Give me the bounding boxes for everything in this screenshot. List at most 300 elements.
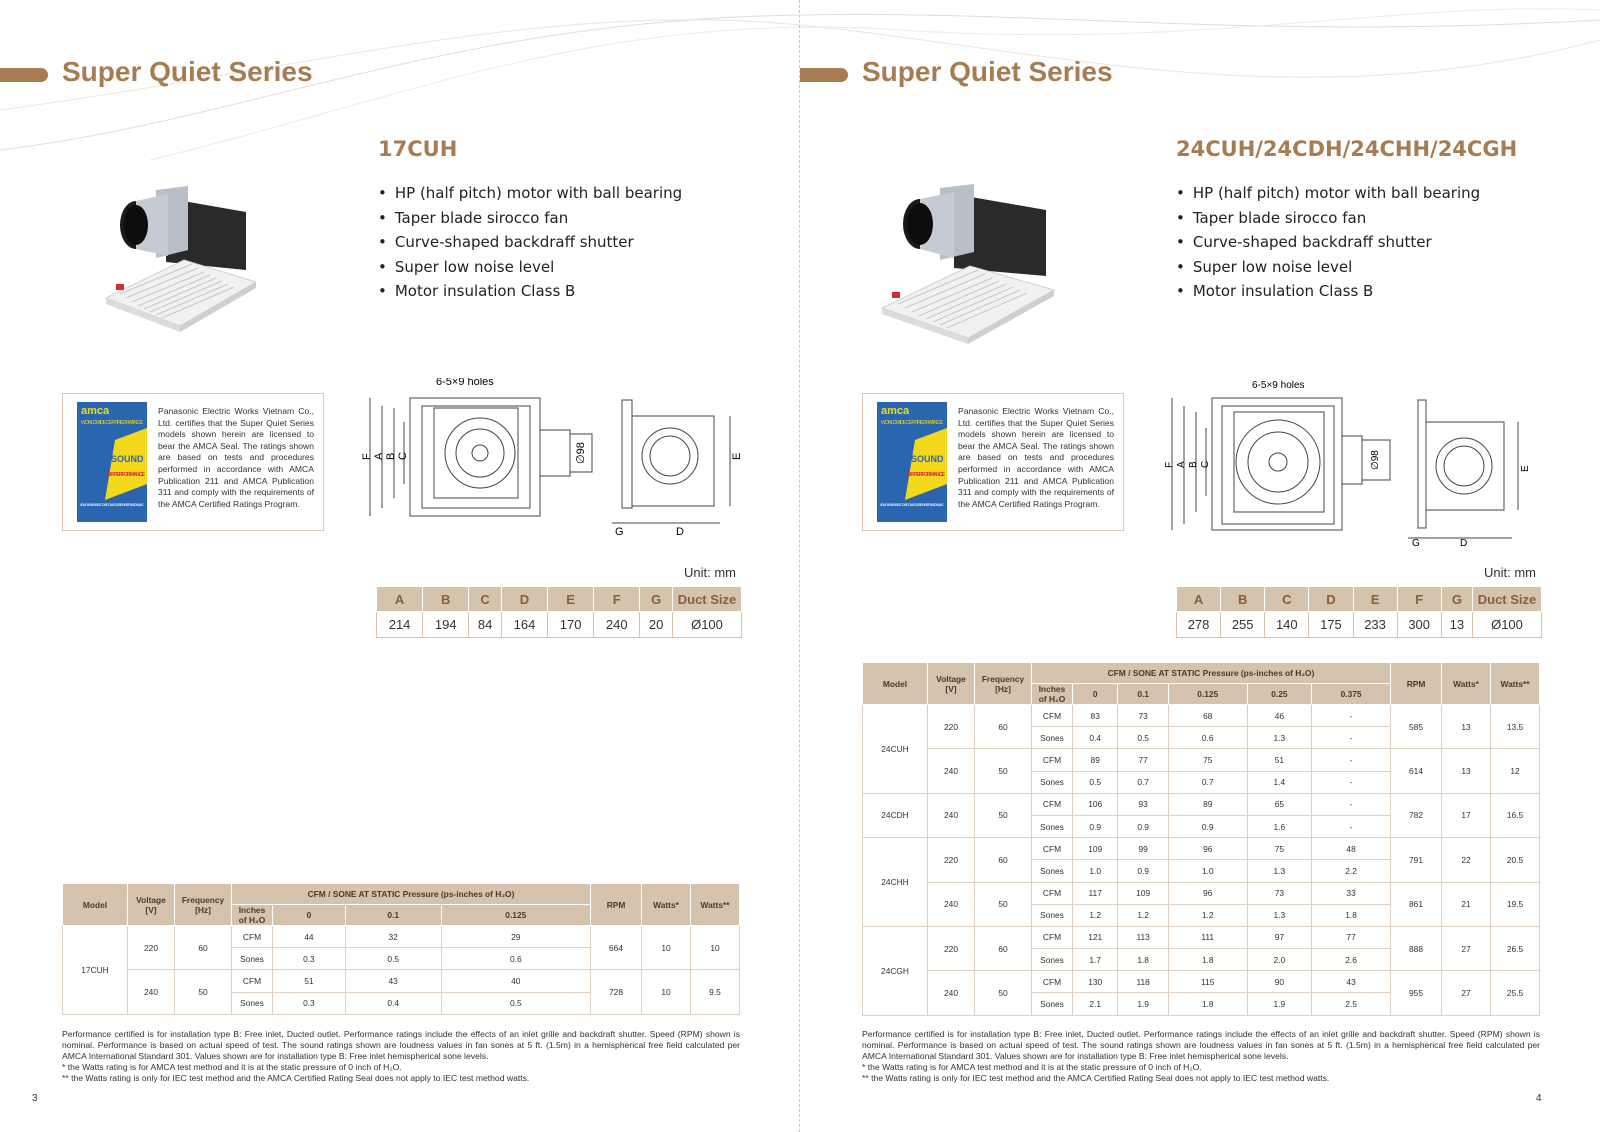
perf-sones-value: 0.9 (1073, 815, 1118, 837)
dim-header: Duct Size (673, 587, 742, 612)
dim-header: D (1309, 587, 1353, 612)
footnote-paragraph: Performance certified is for installation type B: Free inlet, Ducted outlet. Performance ratings include the effects of an inlet grille and backdraft shutter. Speed (RPM) shown is nominal. Performance is based on actual speed of test. The sound ratings shown are loudness values in fan sones at 5 ft. (1.5m) in a hemispherical free field calculated per AMCA International Standard 301. Values shown are for installation type B: Free inlet hemispherical sone levels. (862, 1029, 1540, 1061)
dim-letter-b: B (1188, 461, 1199, 468)
perf-watts-amca: 13 (1442, 705, 1491, 749)
perf-cfm-value: 32 (345, 926, 441, 948)
amca-seal-line5: AIR MOVEMENT AND CONTROL ASSOCIATION INTERNATIONAL, INC. (880, 503, 944, 507)
perf-header-row (63, 884, 740, 905)
dim-header: B (423, 587, 469, 612)
amca-certification-text: Panasonic Electric Works Vietnam Co., Ltd. certifies that the Super Quiet Series models shown herein are licensed to bear the AMCA Seal. The ratings shown are based on tests and procedures performed in accordance with AMCA Publication 211 and AMCA Publication 311 and comply with the requirements of the AMCA Certified Ratings Program. (158, 406, 314, 509)
perf-sones-value: 0.7 (1118, 771, 1168, 793)
dim-value: 278 (1177, 612, 1221, 638)
perf-cfm-value: 106 (1073, 793, 1118, 815)
dim-value: 164 (501, 612, 547, 638)
perf-label-cfm: CFM (1032, 926, 1073, 948)
dim-letter-c: C (1200, 460, 1211, 468)
perf-frequency: 50 (975, 882, 1032, 926)
perf-frequency: 60 (975, 926, 1032, 970)
perf-sones-value: 1.8 (1168, 949, 1247, 971)
performance-table (62, 883, 740, 1015)
perf-voltage: 240 (928, 793, 975, 837)
perf-sones-value: 1.8 (1168, 993, 1247, 1015)
perf-voltage: 240 (928, 749, 975, 793)
perf-sones-value: 0.3 (273, 992, 346, 1014)
perf-header-voltage (128, 884, 175, 926)
dim-value: 84 (469, 612, 502, 638)
feature-item: • Taper blade sirocco fan (378, 206, 682, 231)
perf-label-cfm: CFM (1032, 705, 1073, 727)
perf-header-frequency-unit: [Hz] (195, 904, 211, 915)
perf-cfm-value: 77 (1312, 926, 1391, 948)
amca-seal-line2: WORLDWIDE CERTIFIED RATINGS (81, 420, 143, 426)
perf-sones-value: 1.7 (1073, 949, 1118, 971)
dim-value: 300 (1397, 612, 1441, 638)
perf-sones-value: 0.9 (1168, 815, 1247, 837)
perf-row-cfm (863, 793, 1540, 815)
dim-letter-d: D (1460, 538, 1468, 548)
perf-cfm-value: 90 (1247, 971, 1312, 993)
perf-sones-value: 2.1 (1073, 993, 1118, 1015)
perf-model-name: 24CUH (863, 705, 928, 794)
dim-header: C (1265, 587, 1309, 612)
feature-item: • HP (half pitch) motor with ball bearing (378, 181, 682, 206)
perf-watts-iec: 13.5 (1491, 705, 1540, 749)
perf-frequency: 50 (175, 970, 232, 1014)
perf-sones-value: 2.5 (1312, 993, 1391, 1015)
dimension-value-row (1177, 612, 1542, 638)
perf-watts-iec: 9.5 (691, 970, 740, 1014)
perf-watts-amca: 10 (642, 926, 691, 970)
dim-letter-f: F (361, 453, 373, 460)
perf-cfm-value: 65 (1247, 793, 1312, 815)
feature-item: • Super low noise level (1176, 255, 1480, 280)
title-accent-bar (800, 68, 848, 82)
perf-header-voltage-label: Voltage (136, 894, 166, 905)
amca-seal-logo (877, 402, 947, 522)
perf-cfm-value: 130 (1073, 971, 1118, 993)
duct-diameter-label: ∅98 (575, 442, 587, 464)
perf-sones-value: 1.8 (1312, 904, 1391, 926)
dim-letter-e: E (731, 452, 743, 460)
perf-cfm-value: 121 (1073, 926, 1118, 948)
perf-cfm-value: 118 (1118, 971, 1168, 993)
perf-header-voltage (928, 663, 975, 705)
feature-item: • Motor insulation Class B (1176, 279, 1480, 304)
perf-cfm-value: 109 (1073, 838, 1118, 860)
perf-header-pressure: 0.1 (345, 905, 441, 926)
perf-cfm-value: - (1312, 749, 1391, 771)
dim-header: G (1441, 587, 1472, 612)
perf-sones-value: 2.2 (1312, 860, 1391, 882)
dim-header: B (1221, 587, 1265, 612)
perf-row-cfm (63, 970, 740, 992)
perf-header-frequency (975, 663, 1032, 705)
perf-sones-value: 2.6 (1312, 949, 1391, 971)
perf-header-pressure-group: CFM / SONE AT STATIC Pressure (ps-inches of H₂O) (232, 884, 591, 905)
perf-row-cfm (863, 971, 1540, 993)
perf-sones-value: 1.6 (1247, 815, 1312, 837)
perf-sones-value: - (1312, 771, 1391, 793)
perf-label-cfm: CFM (1032, 971, 1073, 993)
series-title: Super Quiet Series (62, 56, 313, 87)
perf-watts-amca: 13 (1442, 749, 1491, 793)
perf-label-sones: Sones (1032, 860, 1073, 882)
perf-sones-value: 0.3 (273, 948, 346, 970)
perf-row-cfm (863, 926, 1540, 948)
perf-label-sones: Sones (232, 992, 273, 1014)
dim-letter-c: C (397, 452, 409, 460)
dim-header: G (640, 587, 673, 612)
perf-label-cfm: CFM (1032, 838, 1073, 860)
perf-header-voltage-unit: [V] (145, 904, 157, 915)
dimension-header-row (1177, 587, 1542, 612)
perf-sones-value: 1.2 (1073, 904, 1118, 926)
perf-cfm-value: 73 (1118, 705, 1168, 727)
amca-seal-line4: AIR PERFORMANCE (907, 472, 945, 478)
feature-item: • Curve-shaped backdraff shutter (1176, 230, 1480, 255)
amca-seal-line2: WORLDWIDE CERTIFIED RATINGS (881, 420, 943, 426)
perf-sones-value: 1.2 (1118, 904, 1168, 926)
amca-seal-line5: AIR MOVEMENT AND CONTROL ASSOCIATION INTERNATIONAL, INC. (80, 503, 145, 507)
perf-sones-value: 0.6 (441, 948, 590, 970)
dim-letter-g: G (615, 526, 624, 538)
footnote-paragraph: Performance certified is for installation type B: Free inlet, Ducted outlet. Performance ratings include the effects of an inlet grille and backdraft shutter. Speed (RPM) shown is nominal. Performance is based on actual speed of test. The sound ratings shown are loudness values in fan sones at 5 ft. (1.5m) in a hemispherical free field calculated per AMCA International Standard 301. Values shown are for installation type B: Free inlet hemispherical sone levels. (62, 1029, 740, 1061)
ventilation-fan-image (874, 180, 1064, 350)
perf-voltage: 220 (128, 926, 175, 970)
perf-frequency: 60 (175, 926, 232, 970)
perf-header-pressure: 0 (1073, 684, 1118, 705)
perf-header-model: Model (863, 663, 928, 705)
perf-sones-value: 1.3 (1247, 860, 1312, 882)
perf-model-name: 24CGH (863, 926, 928, 1015)
perf-label-cfm: CFM (232, 926, 273, 948)
perf-header-model: Model (63, 884, 128, 926)
perf-watts-amca: 27 (1442, 971, 1491, 1015)
perf-rpm: 861 (1391, 882, 1442, 926)
perf-cfm-value: 113 (1118, 926, 1168, 948)
perf-voltage: 240 (928, 971, 975, 1015)
perf-label-cfm: CFM (1032, 882, 1073, 904)
perf-cfm-value: 33 (1312, 882, 1391, 904)
ventilation-fan-image (96, 180, 266, 340)
perf-label-cfm: CFM (232, 970, 273, 992)
dim-header: E (548, 587, 594, 612)
perf-cfm-value: 46 (1247, 705, 1312, 727)
footnote-watts-amca: * the Watts rating is for AMCA test method and it is at the static pressure of 0 inch of H₂O. (862, 1062, 1202, 1072)
perf-sones-value: 1.0 (1073, 860, 1118, 882)
dim-letter-a: A (1176, 461, 1187, 468)
perf-rpm: 888 (1391, 926, 1442, 970)
perf-cfm-value: 96 (1168, 838, 1247, 860)
feature-item: • Motor insulation Class B (378, 279, 682, 304)
perf-label-cfm: CFM (1032, 749, 1073, 771)
perf-sones-value: 1.3 (1247, 727, 1312, 749)
perf-sones-value: 0.4 (1073, 727, 1118, 749)
feature-item: • HP (half pitch) motor with ball bearing (1176, 181, 1480, 206)
perf-watts-amca: 17 (1442, 793, 1491, 837)
dimension-drawing (360, 378, 750, 538)
dim-value: 194 (423, 612, 469, 638)
perf-header-voltage-label: Voltage (936, 673, 966, 684)
perf-watts-iec: 12 (1491, 749, 1540, 793)
dim-letter-b: B (385, 452, 397, 460)
perf-model-name: 17CUH (63, 926, 128, 1015)
dimension-table (1176, 586, 1542, 638)
unit-label: Unit: mm (1484, 565, 1536, 580)
footnote-watts-iec: ** the Watts rating is only for IEC test method and the AMCA Certified Rating Seal does not apply to IEC test method watts. (62, 1073, 530, 1083)
footnote (62, 1029, 740, 1084)
perf-sones-value: 0.9 (1118, 815, 1168, 837)
perf-cfm-value: 43 (345, 970, 441, 992)
perf-header-watts-amca: Watts* (1442, 663, 1491, 705)
perf-frequency: 50 (975, 793, 1032, 837)
perf-rpm: 955 (1391, 971, 1442, 1015)
dim-header: E (1353, 587, 1397, 612)
perf-voltage: 240 (928, 882, 975, 926)
perf-cfm-value: 96 (1168, 882, 1247, 904)
amca-seal-line3: SOUND (911, 454, 944, 464)
dim-header: A (377, 587, 423, 612)
perf-header-inches: Inches of H₂O (1032, 684, 1073, 705)
perf-watts-iec: 19.5 (1491, 882, 1540, 926)
perf-row-cfm (863, 838, 1540, 860)
perf-sones-value: 1.3 (1247, 904, 1312, 926)
perf-rpm: 728 (591, 970, 642, 1014)
dim-value: 214 (377, 612, 423, 638)
model-title: 17CUH (378, 137, 458, 161)
perf-header-pressure: 0.1 (1118, 684, 1168, 705)
perf-label-cfm: CFM (1032, 793, 1073, 815)
perf-frequency: 60 (975, 705, 1032, 749)
perf-sones-value: 1.9 (1247, 993, 1312, 1015)
perf-cfm-value: 111 (1168, 926, 1247, 948)
perf-sones-value: 1.0 (1168, 860, 1247, 882)
perf-rpm: 664 (591, 926, 642, 970)
perf-sones-value: 0.9 (1118, 860, 1168, 882)
dim-header: A (1177, 587, 1221, 612)
perf-rpm: 782 (1391, 793, 1442, 837)
dim-letter-e: E (1520, 465, 1531, 472)
feature-item: • Super low noise level (378, 255, 682, 280)
perf-rpm: 614 (1391, 749, 1442, 793)
dim-header: F (594, 587, 640, 612)
footnote (862, 1029, 1540, 1084)
perf-sones-value: 0.7 (1168, 771, 1247, 793)
perf-header-pressure: 0.125 (1168, 684, 1247, 705)
series-title: Super Quiet Series (862, 56, 1113, 87)
dim-value: 175 (1309, 612, 1353, 638)
perf-cfm-value: 99 (1118, 838, 1168, 860)
perf-sones-value: 1.2 (1168, 904, 1247, 926)
dim-value: 233 (1353, 612, 1397, 638)
perf-frequency: 50 (975, 749, 1032, 793)
perf-sones-value: 0.4 (345, 992, 441, 1014)
amca-seal-line1: amca (881, 405, 910, 417)
perf-header-pressure: 0.25 (1247, 684, 1312, 705)
perf-header-row (863, 663, 1540, 684)
amca-certification-box (62, 393, 324, 531)
dim-letter-g: G (1412, 538, 1420, 548)
perf-sones-value: 1.8 (1118, 949, 1168, 971)
perf-header-inches: Inches of H₂O (232, 905, 273, 926)
perf-cfm-value: 51 (1247, 749, 1312, 771)
perf-header-frequency (175, 884, 232, 926)
perf-header-watts-iec: Watts** (691, 884, 740, 926)
perf-cfm-value: 75 (1168, 749, 1247, 771)
dim-letter-d: D (676, 526, 684, 538)
perf-model-name: 24CHH (863, 838, 928, 927)
dim-letter-f: F (1164, 461, 1175, 468)
perf-watts-amca: 21 (1442, 882, 1491, 926)
perf-label-sones: Sones (1032, 727, 1073, 749)
dimension-value-row (377, 612, 742, 638)
dim-header: C (469, 587, 502, 612)
model-title: 24CUH/24CDH/24CHH/24CGH (1176, 137, 1518, 161)
dim-value: Ø100 (673, 612, 742, 638)
dim-value: 140 (1265, 612, 1309, 638)
perf-sones-value: - (1312, 727, 1391, 749)
perf-cfm-value: 29 (441, 926, 590, 948)
amca-seal-line4: AIR PERFORMANCE (107, 472, 145, 478)
perf-watts-iec: 16.5 (1491, 793, 1540, 837)
perf-voltage: 240 (128, 970, 175, 1014)
dimension-header-row (377, 587, 742, 612)
perf-header-watts-iec: Watts** (1491, 663, 1540, 705)
amca-seal-line3: SOUND (111, 454, 144, 464)
footnote-watts-iec: ** the Watts rating is only for IEC test method and the AMCA Certified Rating Seal does not apply to IEC test method watts. (862, 1073, 1330, 1083)
footnote-watts-amca: * the Watts rating is for AMCA test method and it is at the static pressure of 0 inch of H₂O. (62, 1062, 402, 1072)
page-number: 4 (1536, 1093, 1542, 1104)
perf-model-name: 24CDH (863, 793, 928, 837)
dim-header: F (1397, 587, 1441, 612)
amca-seal-line1: amca (81, 405, 110, 417)
perf-watts-iec: 20.5 (1491, 838, 1540, 882)
perf-cfm-value: 117 (1073, 882, 1118, 904)
perf-watts-iec: 10 (691, 926, 740, 970)
perf-cfm-value: 109 (1118, 882, 1168, 904)
perf-label-sones: Sones (232, 948, 273, 970)
feature-item: • Taper blade sirocco fan (1176, 206, 1480, 231)
perf-cfm-value: - (1312, 793, 1391, 815)
feature-list (378, 181, 682, 304)
dim-header: Duct Size (1473, 587, 1542, 612)
perf-header-pressure: 0.375 (1312, 684, 1391, 705)
right-page (800, 0, 1600, 1132)
perf-row-cfm (863, 882, 1540, 904)
perf-voltage: 220 (928, 926, 975, 970)
perf-cfm-value: 75 (1247, 838, 1312, 860)
amca-seal-logo (77, 402, 147, 522)
perf-cfm-value: 93 (1118, 793, 1168, 815)
amca-certification-box (862, 393, 1124, 531)
page-number: 3 (32, 1093, 38, 1104)
perf-watts-amca: 27 (1442, 926, 1491, 970)
feature-list (1176, 181, 1480, 304)
perf-sones-value: 2.0 (1247, 949, 1312, 971)
perf-cfm-value: 77 (1118, 749, 1168, 771)
perf-label-sones: Sones (1032, 815, 1073, 837)
perf-cfm-value: 68 (1168, 705, 1247, 727)
perf-label-sones: Sones (1032, 771, 1073, 793)
perf-row-cfm (863, 749, 1540, 771)
perf-header-frequency-label: Frequency (181, 894, 225, 905)
holes-label: 6-5×9 holes (436, 378, 494, 388)
dim-value: 255 (1221, 612, 1265, 638)
duct-diameter-label: ∅98 (1370, 450, 1381, 470)
dimension-drawing (1162, 378, 1542, 548)
perf-cfm-value: 51 (273, 970, 346, 992)
amca-certification-text: Panasonic Electric Works Vietnam Co., Ltd. certifies that the Super Quiet Series models shown herein are licensed to bear the AMCA Seal. The ratings shown are based on tests and procedures performed in accordance with AMCA Publication 211 and AMCA Publication 311 and comply with the requirements of the AMCA Certified Ratings Program. (958, 406, 1114, 509)
dim-letter-a: A (373, 452, 385, 460)
perf-sones-value: 1.4 (1247, 771, 1312, 793)
perf-sones-value: 0.5 (1118, 727, 1168, 749)
perf-sones-value: 0.5 (345, 948, 441, 970)
perf-header-pressure: 0.125 (441, 905, 590, 926)
dimension-table (376, 586, 742, 638)
perf-voltage: 220 (928, 838, 975, 882)
perf-watts-iec: 26.5 (1491, 926, 1540, 970)
perf-cfm-value: 89 (1073, 749, 1118, 771)
perf-cfm-value: 44 (273, 926, 346, 948)
perf-header-pressure: 0 (273, 905, 346, 926)
perf-cfm-value: 89 (1168, 793, 1247, 815)
perf-frequency: 60 (975, 838, 1032, 882)
unit-label: Unit: mm (684, 565, 736, 580)
perf-sones-value: 0.5 (441, 992, 590, 1014)
perf-watts-amca: 10 (642, 970, 691, 1014)
dim-value: 240 (594, 612, 640, 638)
dim-value: 170 (548, 612, 594, 638)
title-accent-bar (0, 68, 48, 82)
dim-value: 13 (1441, 612, 1472, 638)
perf-cfm-value: 40 (441, 970, 590, 992)
perf-sones-value: 1.9 (1118, 993, 1168, 1015)
perf-label-sones: Sones (1032, 904, 1073, 926)
perf-frequency: 50 (975, 971, 1032, 1015)
perf-rpm: 585 (1391, 705, 1442, 749)
dim-value: Ø100 (1473, 612, 1542, 638)
perf-cfm-value: 43 (1312, 971, 1391, 993)
perf-voltage: 220 (928, 705, 975, 749)
perf-header-voltage-unit: [V] (945, 683, 957, 694)
perf-header-frequency-unit: [Hz] (995, 683, 1011, 694)
perf-rpm: 791 (1391, 838, 1442, 882)
perf-header-watts-amca: Watts* (642, 884, 691, 926)
dim-value: 20 (640, 612, 673, 638)
perf-header-rpm: RPM (591, 884, 642, 926)
perf-sones-value: 0.6 (1168, 727, 1247, 749)
dim-header: D (501, 587, 547, 612)
perf-sones-value: - (1312, 815, 1391, 837)
performance-table (862, 662, 1540, 1016)
perf-label-sones: Sones (1032, 949, 1073, 971)
perf-cfm-value: 48 (1312, 838, 1391, 860)
perf-header-frequency-label: Frequency (981, 673, 1025, 684)
perf-sones-value: 0.5 (1073, 771, 1118, 793)
perf-row-cfm (63, 926, 740, 948)
perf-header-rpm: RPM (1391, 663, 1442, 705)
perf-cfm-value: 115 (1168, 971, 1247, 993)
perf-cfm-value: 97 (1247, 926, 1312, 948)
perf-cfm-value: 83 (1073, 705, 1118, 727)
perf-cfm-value: 73 (1247, 882, 1312, 904)
perf-label-sones: Sones (1032, 993, 1073, 1015)
perf-cfm-value: - (1312, 705, 1391, 727)
holes-label: 6-5×9 holes (1252, 380, 1305, 391)
perf-watts-iec: 25.5 (1491, 971, 1540, 1015)
feature-item: • Curve-shaped backdraff shutter (378, 230, 682, 255)
perf-row-cfm (863, 705, 1540, 727)
